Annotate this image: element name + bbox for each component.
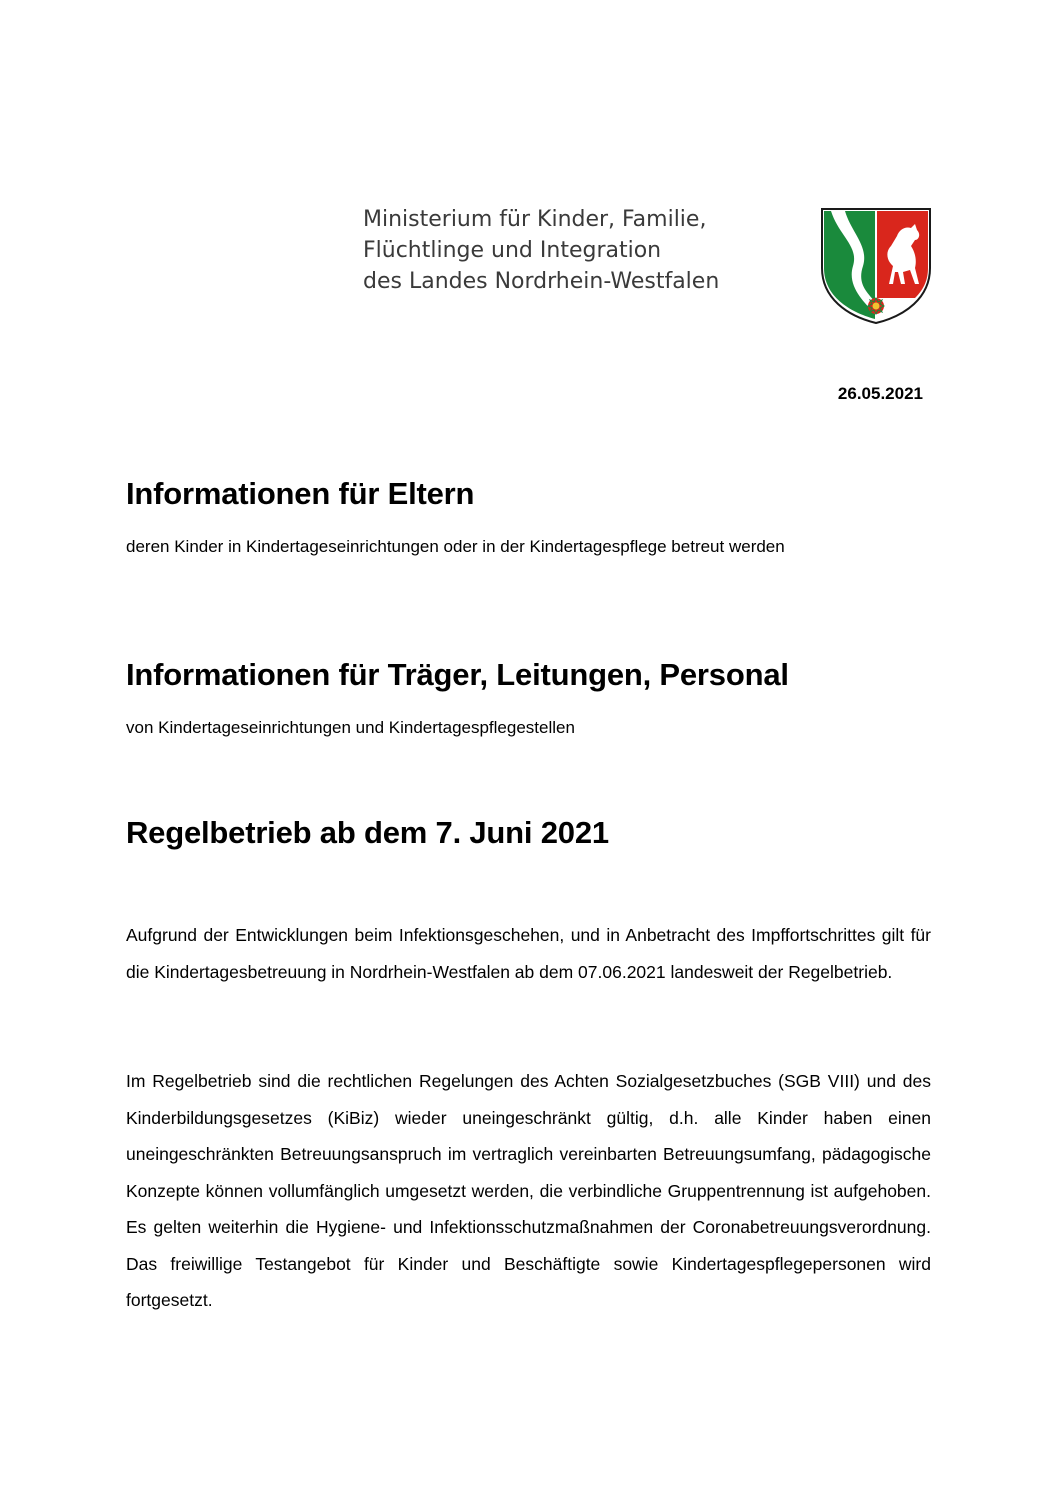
ministry-line: Flüchtlinge und Integration bbox=[363, 238, 662, 263]
document-date: 26.05.2021 bbox=[837, 384, 923, 403]
ministry-line: Ministerium für Kinder, Familie, bbox=[363, 207, 707, 232]
ministry-name bbox=[363, 204, 783, 297]
subheading-staff: von Kindertageseinrichtungen und Kindertagespflegestellen bbox=[126, 718, 575, 737]
paragraph-1: Aufgrund der Entwicklungen beim Infektionsgeschehen, und in Anbetracht des Impffortschrittes gilt für die Kindertagesbetreuung in Nordrhein-Westfalen ab dem 07.06.2021 landesweit der Regelbetrieb. bbox=[126, 925, 931, 982]
ministry-line: des Landes Nordrhein-Westfalen bbox=[363, 269, 720, 294]
subheading-parents: deren Kinder in Kindertageseinrichtungen oder in der Kindertagespflege betreut werden bbox=[126, 537, 785, 556]
heading-parents: Informationen für Eltern bbox=[126, 476, 475, 511]
main-title: Regelbetrieb ab dem 7. Juni 2021 bbox=[126, 815, 609, 850]
heading-staff: Informationen für Träger, Leitungen, Personal bbox=[126, 657, 789, 692]
paragraph-2: Im Regelbetrieb sind die rechtlichen Regelungen des Achten Sozialgesetzbuches (SGB VIII) und des Kinderbildungsgesetzes (KiBiz) wieder uneingeschränkt gültig, d.h. alle Kinder haben einen uneingeschränkten Betreuungsanspruch im vertraglich vereinbarten Betreuungsumfang, pädagogische Konzepte können vollumfänglich umgesetzt werden, die verbindliche Gruppentrennung ist aufgehoben. Es gelten weiterhin die Hygiene- und Infektionsschutzmaßnahmen der Coronabetreuungsverordnung. Das freiwillige Testangebot für Kinder und Beschäftigte sowie Kindertagespflegepersonen wird fortgesetzt. bbox=[126, 1071, 931, 1310]
nrw-coat-of-arms-icon bbox=[819, 206, 933, 326]
